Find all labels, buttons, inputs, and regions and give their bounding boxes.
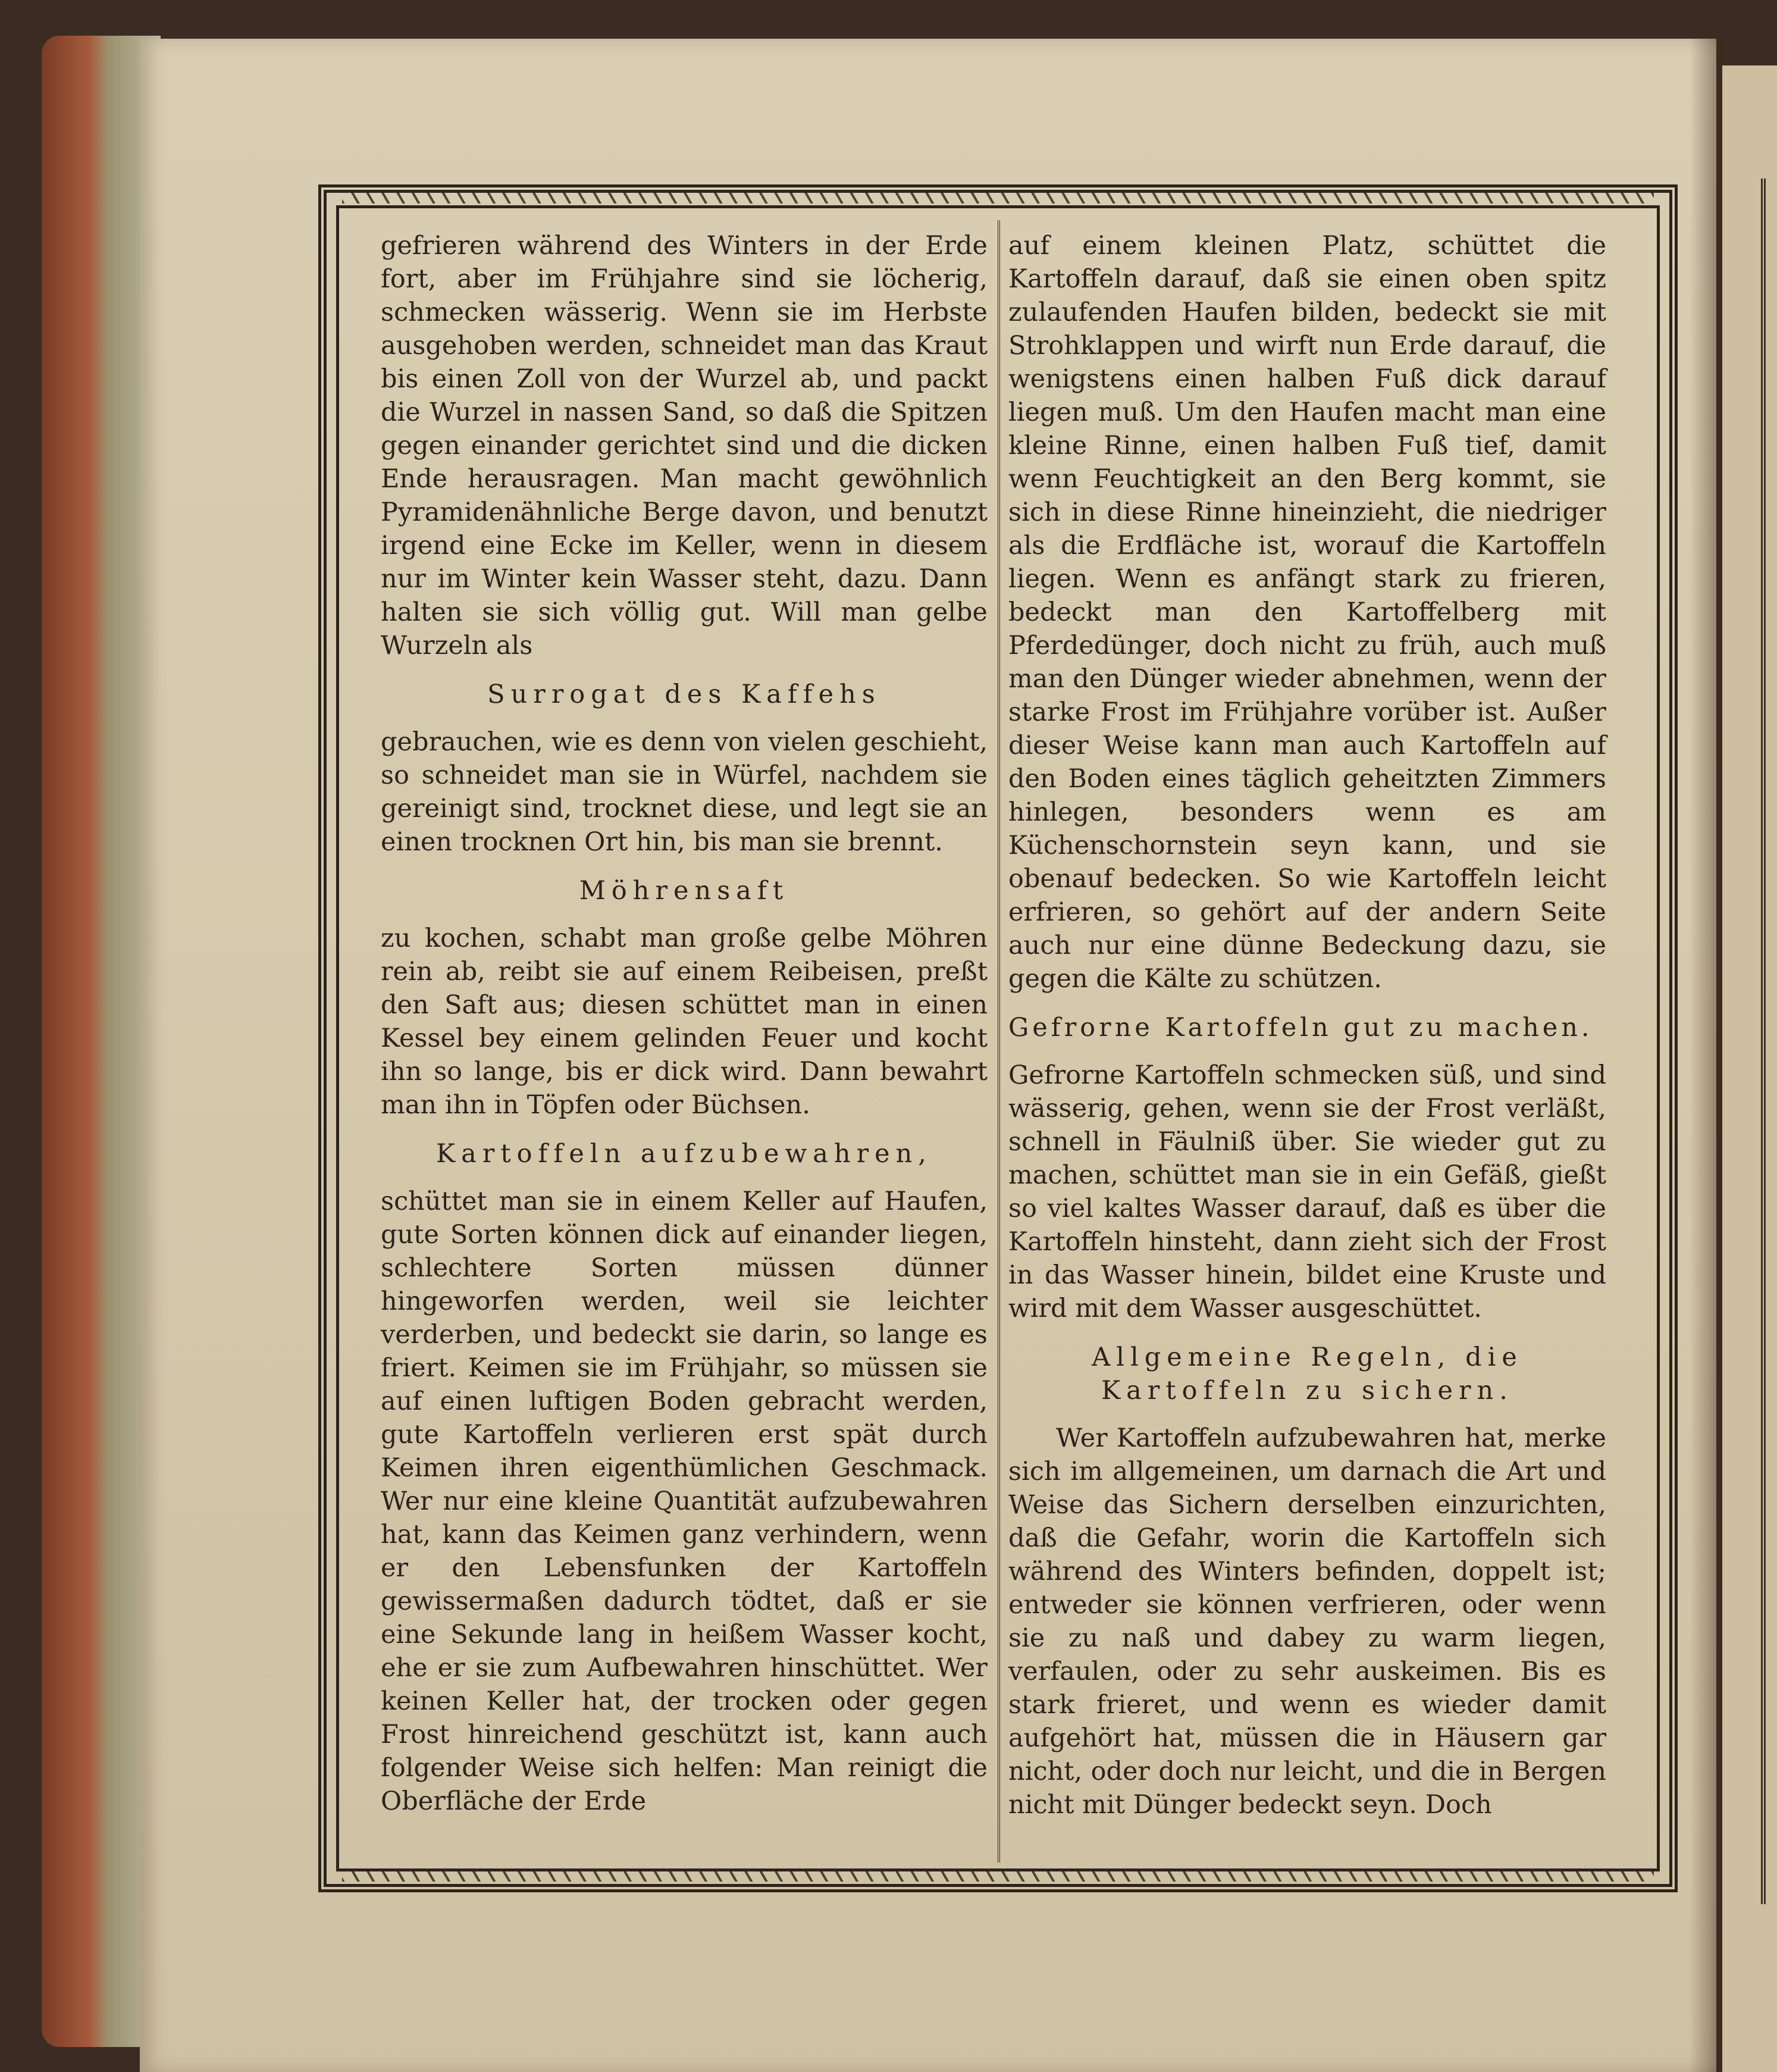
left-column xyxy=(381,229,988,1818)
right-paragraph-2: Gefrorne Kartoffeln schmecken süß, und sind wässerig, gehen, wenn sie der Frost verläßt, schnell in Fäulniß über. Sie wieder gut zu machen, schüttet man sie in ein Gefäß, gießt so viel kaltes Wasser darauf, daß es über die Kartoffeln hinsteht, dann zieht sich der Frost in das Wasser hinein, bildet eine Kruste und wird mit dem Wasser ausgeschüttet. xyxy=(1008,1060,1606,1323)
ornament-rule-top xyxy=(342,190,1654,204)
right-column xyxy=(1008,229,1606,1821)
left-paragraph-4: schüttet man sie in einem Keller auf Haufen, gute Sorten können dick auf einander liegen, schlechtere Sorten müssen dünner hingeworfen werden, weil sie leichter verderben, und bedeckt sie darin, so lange es friert. Keimen sie im Frühjahr, so müssen sie auf einen luftigen Boden gebracht werden, gute Kartoffeln verlieren erst spät durch Keimen ihren eigenthümlichen Geschmack. Wer nur eine kleine Quantität aufzubewahren hat, kann das Keimen ganz verhindern, wenn er den Lebensfunken der Kartoffeln gewissermaßen dadurch tödtet, daß er sie eine Sekunde lang in heißem Wasser kocht, ehe er sie zum Aufbewahren hinschüttet. Wer keinen Keller hat, der trocken oder gegen Frost hinreichend geschützt ist, kann auch folgender Weise sich helfen: Man reinigt die Oberfläche der Erde xyxy=(381,1187,988,1816)
heading-allgemeine-regeln: Allgemeine Regeln, die Kartoffeln zu sichern. xyxy=(1092,1342,1523,1406)
ornament-rule-bottom xyxy=(342,1868,1654,1882)
column-divider xyxy=(998,220,1004,1863)
right-paragraph-1: auf einem kleinen Platz, schüttet die Kartoffeln darauf, daß sie einen oben spitz zulaufenden Haufen bilden, bedeckt sie mit Strohklappen und wirft nun Erde darauf, die wenigstens einen halben Fuß dick darauf liegen muß. Um den Haufen macht man eine kleine Rinne, einen halben Fuß tief, damit wenn Feuchtigkeit an den Berg kommt, sie sich in diese Rinne hineinzieht, die niedriger als die Erdfläche ist, worauf die Kartoffeln liegen. Wenn es anfängt stark zu frieren, bedeckt man den Kartoffelberg mit Pferdedünger, doch nicht zu früh, auch muß man den Dünger wieder abnehmen, wenn der starke Frost im Frühjahre vorüber ist. Außer dieser Weise kann man auch Kartoffeln auf den Boden eines täglich geheitzten Zimmers hinlegen, besonders wenn es am Küchenschornstein seyn kann, und sie obenauf bedecken. So wie Kartoffeln leicht erfrieren, so gehört auf der andern Seite auch nur eine dünne Bedeckung dazu, sie gegen die Kälte zu schützen. xyxy=(1008,231,1606,994)
left-paragraph-1: gefrieren während des Winters in der Erde fort, aber im Frühjahre sind sie löcherig, schmecken wässerig. Wenn sie im Herbste ausgehoben werden, schneidet man das Kraut bis einen Zoll von der Wurzel ab, und packt die Wurzel in nassen Sand, so daß die Spitzen gegen einander gerichtet sind und die dicken Ende herausragen. Man macht gewöhnlich Pyramidenähnliche Berge davon, und benutzt irgend eine Ecke im Keller, wenn in diesem nur im Winter kein Wasser steht, dazu. Dann halten sie sich völlig gut. Will man gelbe Wurzeln als xyxy=(381,231,988,661)
facing-page-border xyxy=(1761,179,1772,1904)
gutter-shadow xyxy=(1690,36,1725,2072)
heading-kartoffeln-aufbewahren: Kartoffeln aufzubewahren, xyxy=(436,1139,932,1169)
heading-gefrorne-kartoffeln: Gefrorne Kartoffeln gut zu machen. xyxy=(1008,1013,1593,1043)
heading-surrogat: Surrogat des Kaffehs xyxy=(487,680,881,709)
heading-moehrensaft: Möhrensaft xyxy=(579,876,789,906)
right-paragraph-3: Wer Kartoffeln aufzubewahren hat, merke sich im allgemeinen, um darnach die Art und Weise das Sichern derselben einzurichten, daß die Gefahr, worin die Kartoffeln sich während des Winters befinden, doppelt ist; entweder sie können verfrieren, oder wenn sie zu naß und dabey zu warm liegen, verfaulen, oder zu sehr auskeimen. Bis es stark frieret, und wenn es wieder damit aufgehört hat, müssen die in Häusern gar nicht, oder doch nur leicht, und die in Bergen nicht mit Dünger bedeckt seyn. Doch xyxy=(1008,1423,1606,1820)
left-paragraph-3: zu kochen, schabt man große gelbe Möhren rein ab, reibt sie auf einem Reibeisen, preßt den Saft aus; diesen schüttet man in einen Kessel bey einem gelinden Feuer und kocht ihn so lange, bis er dick wird. Dann bewahrt man ihn in Töpfen oder Büchsen. xyxy=(381,924,988,1120)
left-paragraph-2: gebrauchen, wie es denn von vielen geschieht, so schneidet man sie in Würfel, nachdem sie gereinigt sind, trocknet diese, und legt sie an einen trocknen Ort hin, bis man sie brennt. xyxy=(381,727,988,857)
